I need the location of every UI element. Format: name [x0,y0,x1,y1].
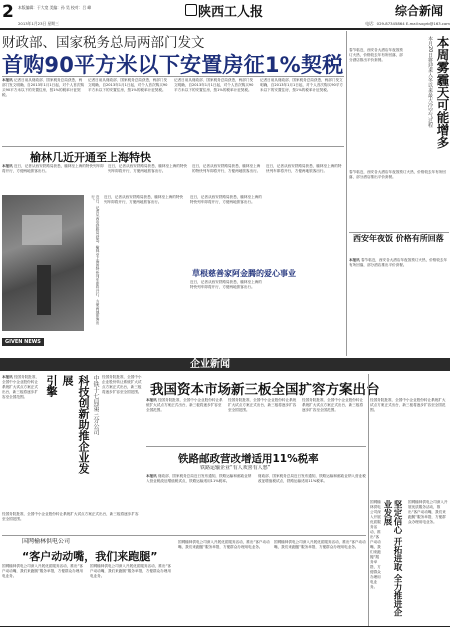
railway-body-1 [146,474,254,532]
capital-byline: 本报讯 [146,398,157,402]
right-column-divider [346,31,347,356]
winter-body [2,164,104,192]
right-bottom-divider [368,374,369,626]
right-top-subhead: 本月20日将迎来入冬以来最大冷空气过程 [427,36,433,128]
workers-body-2: 近日，记者从西安铁路局获悉，榆林至上海的特快列车即将开行，方便两地旅客出行。 [266,164,342,173]
lead-body-2: 记者日前从财政部、国家税务总局获悉，两部门发文明确，自2013年1月1日起，对个人首次购买90平方米以下的安置住房，按1%的税率计征契税。 [88,78,168,92]
street-photo [2,195,84,331]
capital-headline: 我国资本市场新三板全国扩容方案出台 [150,382,380,398]
right-bottom-body: 国网榆林供电公司深入开展优质服务活动，推出“客户动动嘴，我们来跑腿”服务举措，方便群众办理用电业务。 [408,500,448,524]
left-bottom-body-2: 经国务院批准，全国中小企业股份转让系统扩大试点方案正式出台，新三板将逐步扩容至全国范围。 [102,375,142,394]
mid-divider [2,146,344,147]
winter-body-text: 近日，记者从西安铁路局获悉，榆林至上海的特快列车即将开行，方便两地旅客出行。 [2,164,104,173]
masthead-rule [0,28,450,30]
lead-body-text: 记者日前从财政部、国家税务总局获悉，两部门发文明确，自2013年1月1日起，对个人首次购买90平方米以下的安置住房，按1%的税率计征契税。 [2,78,84,97]
railway-body-text: 财政部、国家税务总局近日发布通知，铁路运输和邮政业纳入营业税改征增值税试点，铁路运输适用11%税率。 [146,474,252,483]
guodian-divider [2,535,366,536]
photo-highlight [22,215,62,245]
winter-body-3: 近日，记者从西安铁路局获悉，榆林至上海的特快列车即将开行，方便两地旅客出行。 [192,164,261,173]
capital-body-4: 经国务院批准，全国中小企业股份转让系统扩大试点方案正式出台，新三板将逐步扩容至全国范围。 [370,398,446,412]
photo-caption: 近日，记者从西安铁路局获悉，榆林至上海的特快列车即将开行，方便两地旅客出行。 [91,195,100,325]
lead-body-1 [2,78,84,144]
xian-headline: 西安年夜饭 价格有所回落 [353,234,444,243]
guodian-body-2: 国网榆林供电公司深入开展优质服务活动，推出“客户动动嘴，我们来跑腿”服务举措，方便群众办理用电业务。 [90,564,171,578]
right-top-body: 春节临近，西安各大酒店年夜饭预订火热，价格较去年有所回落，部分酒店推出平价套餐。 [349,48,403,62]
lead-body-4: 记者日前从财政部、国家税务总局获悉，两部门发文明确，自2013年1月1日起，对个人首次购买90平方米以下的安置住房，按1%的税率计征契税。 [260,78,343,92]
bottom-rule [0,626,450,627]
workers-body: 近日，记者从西安铁路局获悉，榆林至上海的特快列车即将开行，方便两地旅客出行。 [190,280,262,289]
photo-figure [37,265,51,315]
enterprise-label: 企业新闻 [190,359,230,370]
guodian-kicker: 国网榆林供电公司 [22,538,71,545]
right-top-headline-text: 本周雾霾天可能增多 [435,36,450,149]
masthead [0,0,450,30]
left-mid-tail: 引擎 [45,375,58,397]
guodian-body-4: 国网榆林供电公司深入开展优质服务活动，推出“客户动动嘴，我们来跑腿”服务举措，方便群众办理用电业务。 [274,540,366,549]
lead-body-3: 记者日前从财政部、国家税务总局获悉，两部门发文明确，自2013年1月1日起，对个人首次购买90平方米以下的安置住房，按1%的税率计征契税。 [174,78,254,92]
right-top-body-2: 春节临近，西安各大酒店年夜饭预订火热，价格较去年有所回落，部分酒店推出平价套餐。 [349,170,447,179]
winter-byline: 本报讯 [2,164,13,168]
xian-byline: 本报讯 [349,258,360,262]
lead-divider [2,76,344,77]
top-line-left: 本版编辑：于大宽 美编：孙 昊 校对：吕 峰 [18,5,92,10]
railway-body-2: 财政部、国家税务总局近日发布通知，铁路运输和邮政业纳入营业税改征增值税试点，铁路运输适用11%税率。 [258,474,366,483]
railway-byline: 本报讯 [146,474,157,478]
capital-body-1 [146,398,224,444]
left-mid-headline [42,375,100,485]
winter-headline: 榆林几近开通至上海特快 [30,151,151,164]
capital-body-text: 经国务院批准，全国中小企业股份转让系统扩大试点方案正式出台，新三板将逐步扩容至全国范围。 [146,398,223,412]
lead-headline: 首购90平方米以下安置房征1%契税 [2,53,344,77]
right-bottom-headline [382,500,406,620]
winter-body-2: 近日，记者从西安铁路局获悉，榆林至上海的特快列车即将开行，方便两地旅客出行。 [108,164,188,173]
winter-body-5: 近日，记者从西安铁路局获悉，榆林至上海的特快列车即将开行，方便两地旅客出行。 [190,195,262,204]
right-top-headline [409,36,449,166]
xian-body [349,258,449,353]
right-bottom-headline-text: 坚定信心 开拓进取 全力推进企业发展 [382,500,402,617]
winter-body-4: 近日，记者从西安铁路局获悉，榆林至上海的特快列车即将开行，方便两地旅客出行。 [104,195,184,204]
left-mid-main: 科技创新助推企业发展 [61,375,90,474]
date-line: 2013年1月23日 星期三 [18,21,59,26]
left-body-text: 经国务院批准，全国中小企业股份转让系统扩大试点方案正式出台，新三板将逐步扩容至全国范围。 [2,375,40,399]
right-bottom-body-2: 国网榆林供电公司深入开展优质服务活动，推出“客户动动嘴，我们来跑腿”服务举措，方便群众办理用电业务。 [370,500,381,589]
guodian-headline: “客户动动嘴，我们来跑腿” [22,550,158,563]
railway-subhead: 铁路运输企业“有人欢喜有人愁” [200,465,271,471]
top-line-right: 电话：029-87345864 E-mail:sxgrb@163.com [365,21,450,26]
left-bottom-body [2,375,40,510]
xian-body-text: 春节临近，西安各大酒店年夜饭预订火热，价格较去年有所回落，部分酒店推出平价套餐。 [349,258,448,267]
lead-kicker: 财政部、国家税务总局两部门发文 [2,35,205,51]
newspaper-logo-icon [185,4,197,16]
page-number: 2 [2,2,14,22]
lead-byline: 本报讯 [2,78,13,82]
railway-divider [146,446,366,447]
masthead-logo: 陕西工人报 [198,5,264,20]
left-byline: 本报讯 [2,375,13,379]
left-bottom-body-3: 经国务院批准，全国中小企业股份转让系统扩大试点方案正式出台，新三板将逐步扩容至全国范围。 [2,512,139,521]
caption-tag: GIVEN NEWS [2,338,44,346]
edition-label: 综合新闻 [395,4,444,18]
railway-headline: 铁路邮政营改增适用11%税率 [178,453,319,465]
left-mid-kicker: 中铁十七局第三分公司 [92,375,99,435]
capital-body-3: 经国务院批准，全国中小企业股份转让系统扩大试点方案正式出台，新三板将逐步扩容至全国范围。 [302,398,364,412]
workers-headline: 草根慈善家阿金腾的爱心事业 [192,269,296,278]
guodian-body-1: 国网榆林供电公司深入开展优质服务活动，推出“客户动动嘴，我们来跑腿”服务举措，方便群众办理用电业务。 [2,564,83,578]
guodian-body-3: 国网榆林供电公司深入开展优质服务活动，推出“客户动动嘴，我们来跑腿”服务举措，方便群众办理用电业务。 [178,540,270,549]
xian-divider [349,232,449,233]
capital-body-2: 经国务院批准，全国中小企业股份转让系统扩大试点方案正式出台，新三板将逐步扩容至全国范围。 [228,398,297,412]
